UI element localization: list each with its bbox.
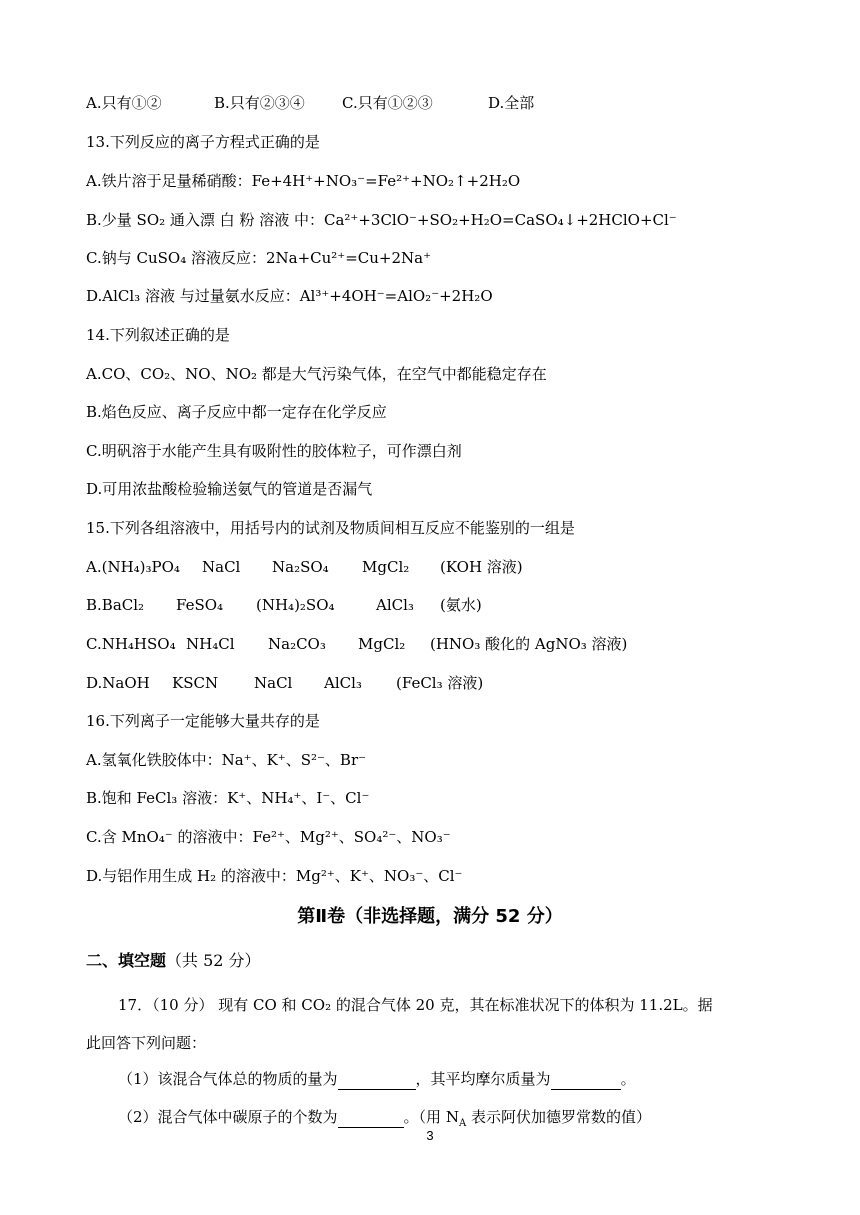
q15-option-a bbox=[86, 556, 800, 578]
answer-blank[interactable] bbox=[338, 1111, 404, 1128]
q16-stem: 16.下列离子一定能够大量共存的是 bbox=[86, 712, 320, 730]
q16-option-c: C.含 MnO₄⁻ 的溶液中：Fe²⁺、Mg²⁺、SO₄²⁻、NO₃⁻ bbox=[86, 828, 451, 846]
q17-sub1-text: ，其平均摩尔质量为 bbox=[415, 1070, 551, 1088]
q15-stem: 15.下列各组溶液中，用括号内的试剂及物质间相互反应不能鉴别的一组是 bbox=[86, 519, 575, 537]
q15-c-item: C.NH₄HSO₄ bbox=[86, 635, 176, 653]
q15-a-item: A.(NH₄)₃PO₄ bbox=[86, 558, 180, 576]
q17-line1: 17．（10 分） 现有 CO 和 CO₂ 的混合气体 20 克，其在标准状况下的体积为 11.2L。据 bbox=[118, 996, 713, 1014]
q16-option-a: A.氢氧化铁胶体中：Na⁺、K⁺、S²⁻、Br⁻ bbox=[86, 751, 367, 769]
q12-option-b: B.只有②③④ bbox=[214, 94, 305, 112]
q15-option-b bbox=[86, 594, 800, 616]
q17-line2: 此回答下列问题： bbox=[86, 1034, 207, 1052]
q13-option-d: D.AlCl₃ 溶液 与过量氨水反应：Al³⁺+4OH⁻=AlO₂⁻+2H₂O bbox=[86, 287, 493, 305]
q15-c-item: Na₂CO₃ bbox=[268, 635, 326, 653]
part2-title: 第Ⅱ卷（非选择题，满分 52 分） bbox=[297, 906, 563, 927]
answer-blank[interactable] bbox=[338, 1073, 416, 1090]
q17-sub1-text: 。 bbox=[620, 1070, 636, 1088]
q17-sub2-text: 。（用 N bbox=[403, 1108, 459, 1126]
q13-stem: 13.下列反应的离子方程式正确的是 bbox=[86, 133, 320, 151]
q15-a-item: NaCl bbox=[202, 558, 241, 576]
q15-a-reagent: (KOH 溶液) bbox=[440, 558, 523, 576]
q17-sub2-text: 表示阿伏加德罗常数的值） bbox=[466, 1108, 651, 1126]
q15-option-d bbox=[86, 672, 800, 694]
q14-option-b: B.焰色反应、离子反应中都一定存在化学反应 bbox=[86, 403, 387, 421]
q14-option-c: C.明矾溶于水能产生具有吸附性的胶体粒子，可作漂白剂 bbox=[86, 442, 462, 460]
page-number: 3 bbox=[426, 1128, 434, 1143]
section-title: 二、填空题 bbox=[86, 951, 167, 970]
q15-option-c bbox=[86, 633, 800, 655]
q15-a-item: MgCl₂ bbox=[362, 558, 410, 576]
q12-option-c: C.只有①②③ bbox=[342, 94, 433, 112]
q16-option-d: D.与铝作用生成 H₂ 的溶液中：Mg²⁺、K⁺、NO₃⁻、Cl⁻ bbox=[86, 867, 463, 885]
q15-d-reagent: (FeCl₃ 溶液) bbox=[396, 674, 484, 692]
q14-option-d: D.可用浓盐酸检验输送氨气的管道是否漏气 bbox=[86, 480, 373, 498]
q13-option-b: B.少量 SO₂ 通入漂 白 粉 溶液 中：Ca²⁺+3ClO⁻+SO₂+H₂O=CaSO₄↓+2HClO+Cl⁻ bbox=[86, 211, 677, 229]
q15-d-item: NaCl bbox=[254, 674, 293, 692]
q15-b-item: AlCl₃ bbox=[376, 596, 414, 614]
q17-sub1-text: （1）该混合气体总的物质的量为 bbox=[118, 1070, 338, 1088]
q17-sub1 bbox=[118, 1068, 800, 1090]
q17-sub2-text: （2）混合气体中碳原子的个数为 bbox=[118, 1108, 338, 1126]
q15-a-item: Na₂SO₄ bbox=[272, 558, 329, 576]
q17-sub2 bbox=[118, 1106, 800, 1128]
q15-d-item: D.NaOH bbox=[86, 674, 150, 692]
q12-option-a: A.只有①② bbox=[86, 94, 162, 112]
q15-c-reagent: (HNO₃ 酸化的 AgNO₃ 溶液) bbox=[430, 635, 628, 653]
q15-b-reagent: (氨水) bbox=[440, 596, 482, 614]
q14-stem: 14.下列叙述正确的是 bbox=[86, 326, 230, 344]
section-note: （共 52 分） bbox=[166, 951, 261, 970]
section-heading bbox=[86, 948, 261, 971]
answer-blank[interactable] bbox=[551, 1073, 621, 1090]
q12-options bbox=[86, 92, 800, 114]
q16-option-b: B.饱和 FeCl₃ 溶液：K⁺、NH₄⁺、I⁻、Cl⁻ bbox=[86, 789, 370, 807]
q15-b-item: B.BaCl₂ bbox=[86, 596, 145, 614]
q15-c-item: NH₄Cl bbox=[186, 635, 235, 653]
q15-b-item: FeSO₄ bbox=[176, 596, 224, 614]
q15-d-item: AlCl₃ bbox=[324, 674, 362, 692]
q15-d-item: KSCN bbox=[172, 674, 219, 692]
q17-sub2-subscript: A bbox=[458, 1118, 467, 1129]
q15-b-item: (NH₄)₂SO₄ bbox=[256, 596, 335, 614]
q12-option-d: D.全部 bbox=[488, 94, 535, 112]
q15-c-item: MgCl₂ bbox=[358, 635, 406, 653]
q13-option-c: C.钠与 CuSO₄ 溶液反应：2Na+Cu²⁺=Cu+2Na⁺ bbox=[86, 249, 432, 267]
q14-option-a: A.CO、CO₂、NO、NO₂ 都是大气污染气体，在空气中都能稳定存在 bbox=[86, 365, 547, 383]
q13-option-a: A.铁片溶于足量稀硝酸：Fe+4H⁺+NO₃⁻=Fe²⁺+NO₂↑+2H₂O bbox=[86, 172, 521, 190]
